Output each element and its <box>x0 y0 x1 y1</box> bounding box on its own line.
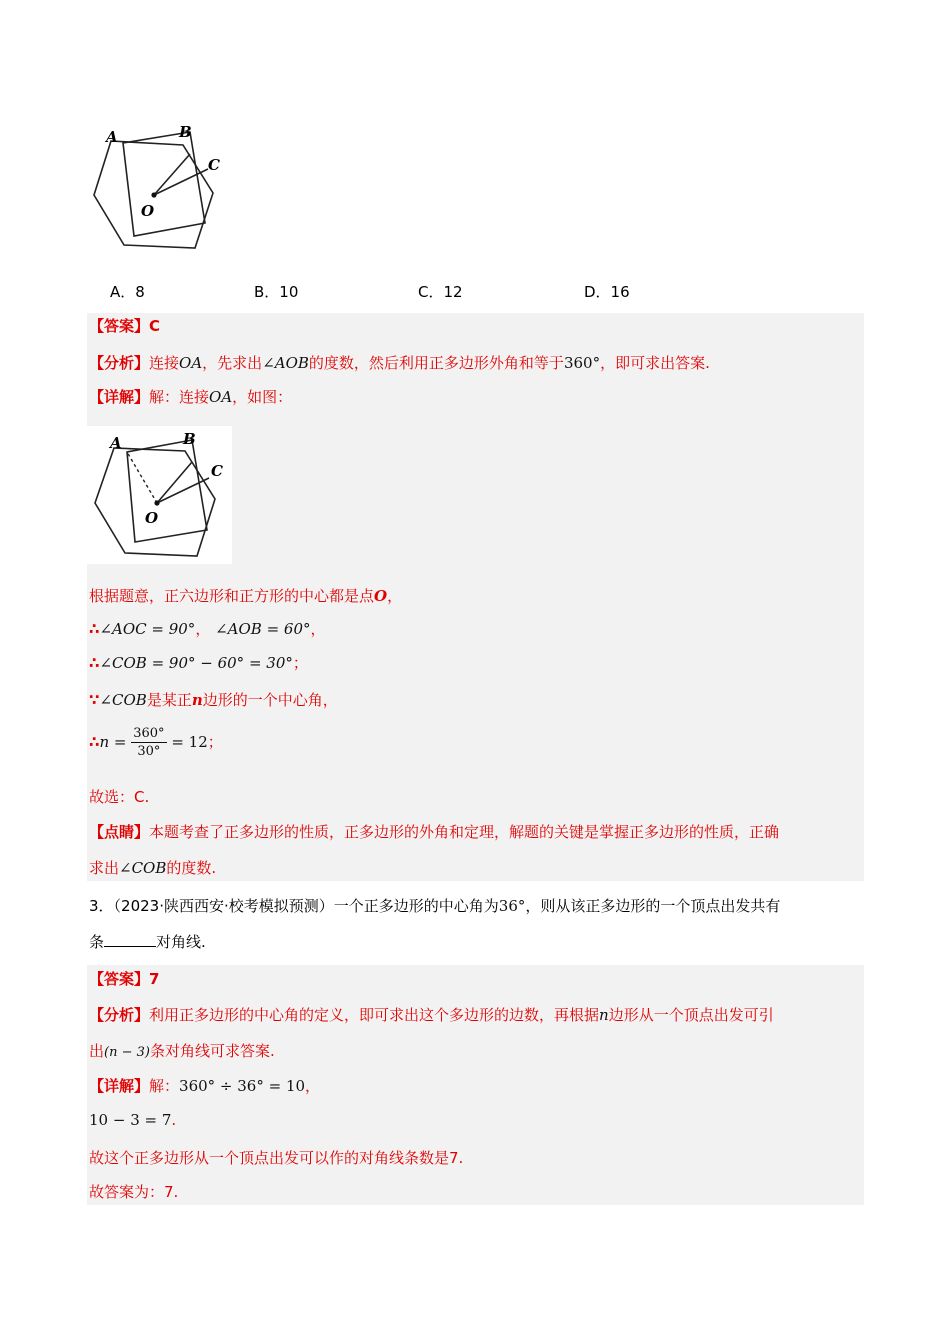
analysis-tag: 【分析】 <box>89 354 150 372</box>
math-aoc: ∠AOC = 90° <box>99 620 196 638</box>
label-o: O <box>145 509 159 527</box>
therefore-symbol: ∴ <box>89 620 100 638</box>
answer-tag: 【答案】 <box>89 317 150 335</box>
option-c[interactable]: C．12 <box>418 283 463 301</box>
hexagon-square-figure-2 <box>87 426 232 564</box>
q3-calc <box>89 1109 176 1131</box>
text: 一个正多边形的中心角为 <box>333 897 499 915</box>
analysis-text: 的度数，然后利用正多边形外角和等于 <box>308 354 564 372</box>
result: = 12 <box>166 733 208 751</box>
math-aob: ∠AOB = 60° <box>215 620 311 638</box>
question-number: 3． <box>89 897 114 915</box>
detail-tag: 【详解】 <box>89 1077 150 1095</box>
comment-tag: 【点睛】 <box>89 823 150 841</box>
label-c: C <box>208 156 220 174</box>
label-b: B <box>179 123 192 141</box>
math-360: 360° <box>563 354 601 372</box>
q2-line-central-angle <box>89 689 338 711</box>
label-b: B <box>183 430 196 448</box>
text: 解： <box>149 1077 180 1095</box>
text: 根据题意，正六边形和正方形的中心都是点 <box>89 587 375 605</box>
math-subtraction: 10 − 3 = 7 <box>89 1111 172 1129</box>
answer-tag: 【答案】 <box>89 970 150 988</box>
text: ， <box>195 620 211 638</box>
q2-comment-l1 <box>89 821 779 843</box>
label-o: O <box>141 202 155 220</box>
because-symbol: ∵ <box>89 691 100 709</box>
math-cob: ∠COB <box>99 691 147 709</box>
q2-detail <box>89 386 292 408</box>
fraction <box>131 725 166 760</box>
text: ， <box>305 1077 321 1095</box>
q2-line-cob <box>89 652 308 674</box>
text: ， <box>387 587 403 605</box>
answer-blank[interactable] <box>104 932 156 947</box>
detail-text: 解：连接 <box>149 388 210 406</box>
point-o: O <box>374 587 388 605</box>
text: 出 <box>89 1042 105 1060</box>
label-a: A <box>110 434 122 452</box>
detail-text: ，如图： <box>232 388 293 406</box>
q2-comment-l2 <box>89 857 216 879</box>
q2-line-center <box>89 585 402 607</box>
q2-line-angles <box>89 618 326 640</box>
text: 边形的一个中心角， <box>202 691 338 709</box>
numerator: 360° <box>133 726 165 741</box>
detail-tag: 【详解】 <box>89 388 150 406</box>
text: 条对角线可求答案. <box>149 1042 275 1060</box>
option-a[interactable]: A．8 <box>110 283 145 301</box>
text: 边形从一个顶点出发可引 <box>608 1006 774 1024</box>
analysis-tag: 【分析】 <box>89 1006 150 1024</box>
option-d[interactable]: D．16 <box>584 283 630 301</box>
question-source: （2023·陕西西安·校考模拟预测） <box>113 897 334 915</box>
answer-value: 7 <box>149 970 160 988</box>
option-b[interactable]: B．10 <box>254 283 299 301</box>
therefore-symbol: ∴ <box>89 654 100 672</box>
equals: = <box>109 733 132 751</box>
q2-analysis <box>89 352 710 374</box>
therefore-symbol: ∴ <box>89 733 100 751</box>
q2-answer <box>89 315 160 337</box>
math-oa: OA <box>179 354 203 372</box>
analysis-text: 连接 <box>149 354 180 372</box>
math-cob: ∠COB <box>119 859 167 877</box>
math-cob: ∠COB = 90° − 60° = 30° <box>99 654 293 672</box>
q3-analysis-l1 <box>89 1004 774 1026</box>
var-n: n <box>99 733 110 751</box>
q2-choose: 故选：C. <box>89 788 150 806</box>
answer-value: C <box>149 317 161 335</box>
math-36: 36° <box>498 897 526 915</box>
text: 利用正多边形的中心角的定义，即可求出这个多边形的边数，再根据 <box>149 1006 600 1024</box>
text: 对角线. <box>156 933 206 951</box>
label-a: A <box>106 128 118 146</box>
text: ； <box>292 654 308 672</box>
text: ， <box>310 620 326 638</box>
text: 条 <box>89 933 105 951</box>
q3-analysis-l2 <box>89 1040 275 1064</box>
text: 求出 <box>89 859 120 877</box>
q3-stem-l2 <box>89 931 206 953</box>
var-n: n <box>191 691 203 709</box>
denominator: 30° <box>137 744 161 759</box>
q2-line-fraction <box>89 722 223 762</box>
math-oa: OA <box>209 388 233 406</box>
text: ，则从该正多边形的一个顶点出发共有 <box>525 897 781 915</box>
q3-answer <box>89 968 159 990</box>
text: 本题考查了正多边形的性质，正多边形的外角和定理，解题的关键是掌握正多边形的性质，正确 <box>149 823 780 841</box>
text: 是某正 <box>146 691 192 709</box>
analysis-text: ，先求出 <box>202 354 263 372</box>
q3-detail <box>89 1075 320 1097</box>
math-angle-aob: ∠AOB <box>262 354 309 372</box>
analysis-text: ，即可求出答案. <box>600 354 710 372</box>
q3-stem-l1 <box>89 895 780 917</box>
q3-final: 故答案为：7. <box>89 1183 179 1201</box>
var-n: n <box>599 1006 609 1024</box>
text: 的度数. <box>166 859 217 877</box>
math-division: 360° ÷ 36° = 10 <box>179 1077 306 1095</box>
text: . <box>171 1111 177 1129</box>
hexagon-square-figure-1 <box>86 120 236 260</box>
math-n-minus-3: (n − 3) <box>104 1045 150 1060</box>
text: ； <box>207 733 223 751</box>
q3-conclusion: 故这个正多边形从一个顶点出发可以作的对角线条数是7. <box>89 1149 464 1167</box>
label-c: C <box>211 462 223 480</box>
